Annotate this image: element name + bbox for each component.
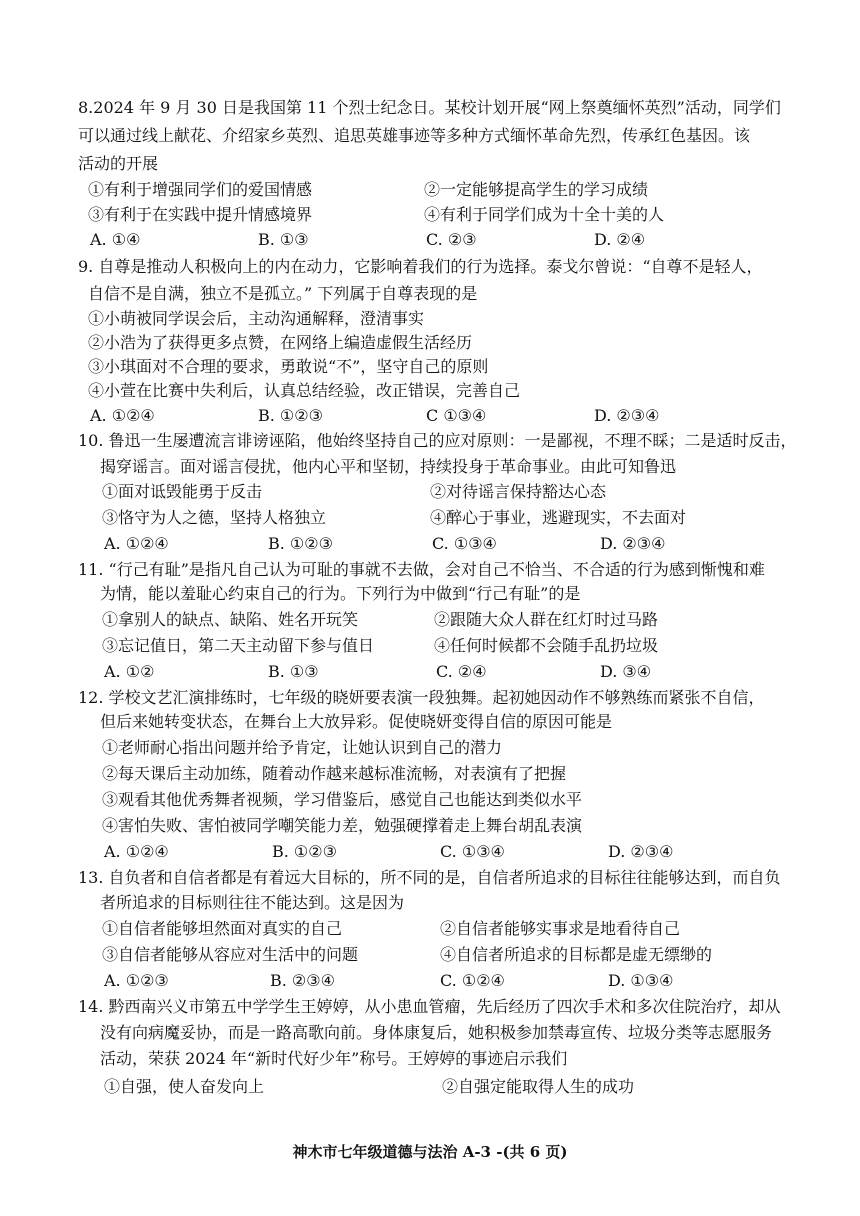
- question-13-option-a: A. ①②③: [104, 971, 169, 990]
- question-11-statement-4: ④任何时候都不会随手乱扔垃圾: [434, 636, 659, 655]
- question-8-option-c: C. ②③: [426, 230, 477, 249]
- question-10-statement-4: ④醉心于事业，逃避现实，不去面对: [430, 508, 687, 527]
- question-14-stem-line-1: 14. 黔西南兴义市第五中学学生王婷婷，从小患血管瘤，先后经历了四次手术和多次住院治疗，却从: [78, 997, 781, 1016]
- question-8-statement-4: ④有利于同学们成为十全十美的人: [424, 205, 665, 224]
- question-9-statement-1: ①小萌被同学误会后，主动沟通解释，澄清事实: [88, 309, 425, 328]
- question-12-option-b: B. ①②③: [272, 842, 337, 861]
- question-12-statement-4: ④害怕失败、害怕被同学嘲笑能力差，勉强硬撑着走上舞台胡乱表演: [102, 816, 583, 835]
- question-8-statement-1: ①有利于增强同学们的爱国情感: [88, 180, 313, 199]
- question-9-stem-line-1: 9. 自尊是推动人积极向上的内在动力，它影响着我们的行为选择。泰戈尔曾说：“自尊不是轻人，: [78, 257, 763, 276]
- question-13-statement-1: ①自信者能够坦然面对真实的自己: [102, 919, 343, 938]
- question-10-option-c: C. ①③④: [432, 534, 497, 553]
- question-12-option-a: A. ①②④: [104, 842, 169, 861]
- question-10-option-b: B. ①②③: [268, 534, 333, 553]
- question-13-statement-4: ④自信者所追求的目标都是虚无缥缈的: [440, 945, 713, 964]
- question-12-stem-line-1: 12. 学校文艺汇演排练时，七年级的晓妍要表演一段独舞。起初她因动作不够熟练而紧张不自信，: [78, 688, 765, 707]
- question-11-option-a: A. ①②: [104, 662, 155, 681]
- question-9-statement-4: ④小萱在比赛中失利后，认真总结经验，改正错误，完善自己: [88, 381, 521, 400]
- question-12-statement-1: ①老师耐心指出问题并给予肯定，让她认识到自己的潜力: [102, 738, 503, 757]
- question-10-statement-2: ②对待谣言保持豁达心态: [430, 482, 607, 501]
- question-9-option-d: D. ②③④: [594, 406, 660, 425]
- question-10-stem-line-1: 10. 鲁迅一生屡遭流言诽谤诬陷，他始终坚持自己的应对原则：一是鄙视，不理不睬；二是适时反击，: [78, 431, 797, 450]
- question-13-stem-line-1: 13. 自负者和自信者都是有着远大目标的，所不同的是，自信者所追求的目标往往能够达到，而自负: [78, 868, 781, 887]
- question-11-statement-3: ③忘记值日，第二天主动留下参与值日: [102, 636, 375, 655]
- question-12-option-c: C. ①③④: [440, 842, 505, 861]
- question-12-statement-3: ③观看其他优秀舞者视频，学习借鉴后，感觉自己也能达到类似水平: [102, 790, 583, 809]
- question-10-option-d: D. ②③④: [600, 534, 666, 553]
- question-8-statement-3: ③有利于在实践中提升情感境界: [88, 205, 313, 224]
- question-8-statement-2: ②一定能够提高学生的学习成绩: [424, 180, 649, 199]
- question-11-option-d: D. ③④: [600, 662, 652, 681]
- question-9-statement-3: ③小琪面对不合理的要求，勇敢说“不”，坚守自己的原则: [88, 357, 489, 376]
- question-8-stem-line-1: 8.2024 年 9 月 30 日是我国第 11 个烈士纪念日。某校计划开展“网上祭奠缅怀英烈”活动，同学们: [78, 98, 781, 117]
- question-13-statement-3: ③自信者能够从容应对生活中的问题: [102, 945, 359, 964]
- question-14-statement-2: ②自强定能取得人生的成功: [442, 1077, 635, 1096]
- question-9-option-b: B. ①②③: [258, 406, 323, 425]
- question-13-option-c: C. ①②④: [440, 971, 505, 990]
- question-9-statement-2: ②小浩为了获得更多点赞，在网络上编造虚假生活经历: [88, 333, 473, 352]
- question-13-option-b: B. ②③④: [270, 971, 335, 990]
- question-11-option-c: C. ②④: [436, 662, 487, 681]
- question-12-stem-line-2: 但后来她转变状态，在舞台上大放异彩。促使晓妍变得自信的原因可能是: [100, 712, 613, 731]
- question-14-statement-1: ①自强，使人奋发向上: [104, 1077, 265, 1096]
- question-11-option-b: B. ①③: [268, 662, 319, 681]
- question-12-statement-2: ②每天课后主动加练，随着动作越来越标准流畅，对表演有了把握: [102, 764, 567, 783]
- question-10-statement-1: ①面对诋毁能勇于反击: [102, 482, 263, 501]
- question-9-option-a: A. ①②④: [90, 406, 155, 425]
- page-footer: 神木市七年级道德与法治 A-3 -(共 6 页): [292, 1143, 568, 1161]
- question-10-statement-3: ③恪守为人之德，坚持人格独立: [102, 508, 327, 527]
- question-10-option-a: A. ①②④: [104, 534, 169, 553]
- question-8-option-b: B. ①③: [258, 230, 309, 249]
- question-8-stem-line-3: 活动的开展: [78, 154, 159, 173]
- question-13-stem-line-2: 者所追求的目标则往往不能达到。这是因为: [100, 893, 405, 912]
- question-8-option-d: D. ②④: [594, 230, 646, 249]
- question-13-statement-2: ②自信者能够实事求是地看待自己: [440, 919, 681, 938]
- question-11-statement-1: ①拿别人的缺点、缺陷、姓名开玩笑: [102, 610, 359, 629]
- question-14-stem-line-2: 没有向病魔妥协，而是一路高歌向前。身体康复后，她积极参加禁毒宣传、垃圾分类等志愿服务: [100, 1023, 773, 1042]
- question-11-stem-line-1: 11. “行己有耻”是指凡自己认为可耻的事就不去做，会对自己不恰当、不合适的行为感到惭愧和难: [78, 560, 765, 579]
- question-11-statement-2: ②跟随大众人群在红灯时过马路: [434, 610, 659, 629]
- question-11-stem-line-2: 为情，能以羞耻心约束自己的行为。下列行为中做到“行己有耻”的是: [100, 584, 581, 603]
- question-9-stem-line-2: 自信不是自满，独立不是孤立。” 下列属于自尊表现的是: [88, 284, 478, 303]
- question-8-stem-line-2: 可以通过线上献花、介绍家乡英烈、追思英雄事迹等多种方式缅怀革命先烈，传承红色基因。该: [78, 126, 751, 145]
- question-10-stem-line-2: 揭穿谣言。面对谣言侵扰，他内心平和坚韧，持续投身于革命事业。由此可知鲁迅: [100, 457, 677, 476]
- question-9-option-c: C ①③④: [426, 406, 487, 425]
- question-13-option-d: D. ①③④: [608, 971, 674, 990]
- question-12-option-d: D. ②③④: [608, 842, 674, 861]
- question-8-option-a: A. ①④: [90, 230, 141, 249]
- question-14-stem-line-3: 活动，荣获 2024 年“新时代好少年”称号。王婷婷的事迹启示我们: [100, 1049, 568, 1068]
